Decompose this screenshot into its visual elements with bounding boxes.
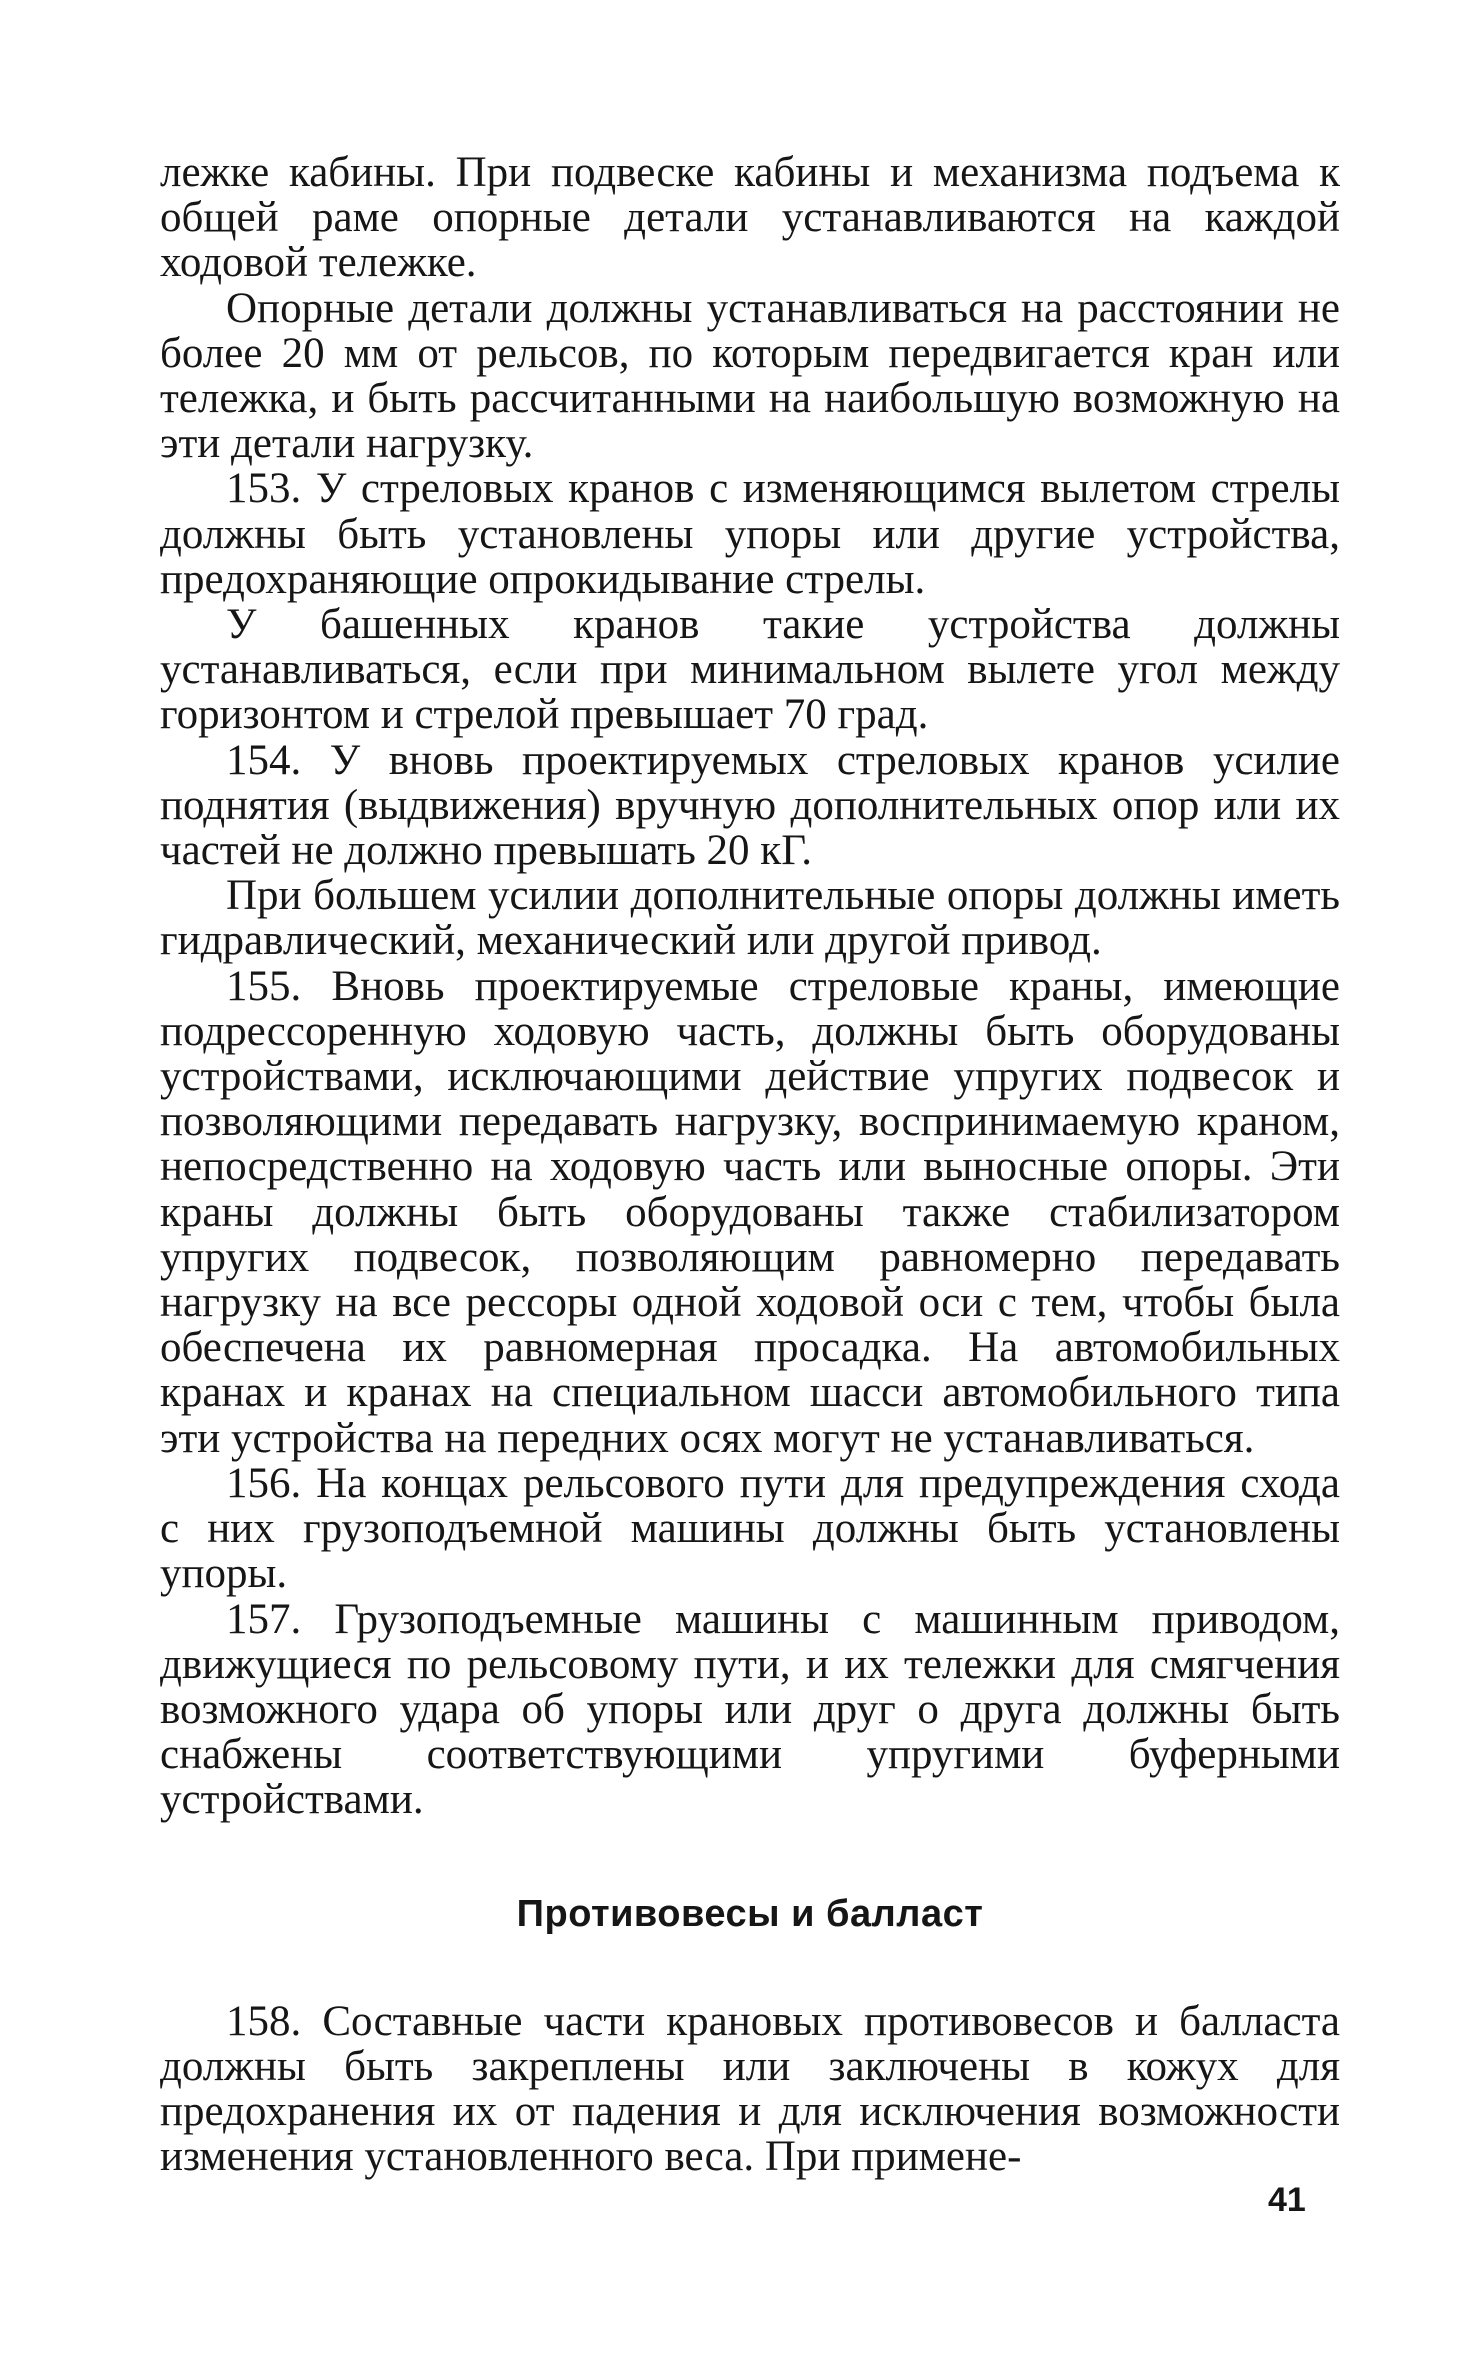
paragraph-item-153: 153. У стреловых кранов с изменяющимся вылетом стрелы должны быть установлены упоры или другие устройства, предохраняющие опрокидывание стрелы. [160,465,1340,603]
paragraph: Опорные детали должны устанавливаться на расстоянии не более 20 мм от рельсов, по которым передвигается кран или тележка, и быть рассчитанными на наибольшую возможную на эти детали нагрузку. [160,284,1340,468]
paragraph-item-154: 154. У вновь проектируемых стреловых кранов усилие поднятия (выдвижения) вручную дополнительных опор или их частей не должно превышать 20 кГ. [160,736,1340,875]
paragraph-item-155: 155. Вновь проектируемые стреловые краны, имеющие подрессоренную ходовую часть, должны быть оборудованы устройствами, исключающими действие упругих подвесок и позволяющими передавать нагрузку, воспринимаемую краном, непосредственно на ходовую часть или выносные опоры. Эти краны должны быть оборудованы также стабилизатором упругих подвесок, позволяющим равномерно передавать нагрузку на все рессоры одной ходовой оси с тем, чтобы была обеспечена их равномерная просадка. На автомобильных кранах и кранах на специальном шасси автомобильного типа эти устройства на передних осях могут не устанавливаться. [160,962,1340,1462]
paragraph: При большем усилии дополнительные опоры должны иметь гидравлический, механический или другой привод. [160,872,1340,965]
paragraph: лежке кабины. При подвеске кабины и механизма подъема к общей раме опорные детали устанавливаются на каждой ходовой тележке. [160,149,1340,287]
page-number: 41 [1268,2181,1306,2219]
paragraph-item-157: 157. Грузоподъемные машины с машинным приводом, движущиеся по рельсовому пути, и их тележки для смягчения возможного удара об упоры или друг о друга должны быть снабжены соответствующими упругими буферными устройствами. [160,1595,1340,1824]
paragraph-item-156: 156. На концах рельсового пути для предупреждения схода с них грузоподъемной машины должны быть установлены упоры. [160,1459,1340,1598]
section-heading: Противовесы и балласт [516,1892,984,1935]
paragraph-item-158: 158. Составные части крановых противовесов и балласта должны быть закреплены или заключены в кожух для предохранения их от падения и для исключения возможности изменения установленного веса. При примене- [160,1997,1340,2181]
paragraph: У башенных кранов такие устройства должны устанавливаться, если при минимальном вылете угол между горизонтом и стрелой превышает 70 град. [160,601,1340,739]
page-content [160,150,1340,2179]
